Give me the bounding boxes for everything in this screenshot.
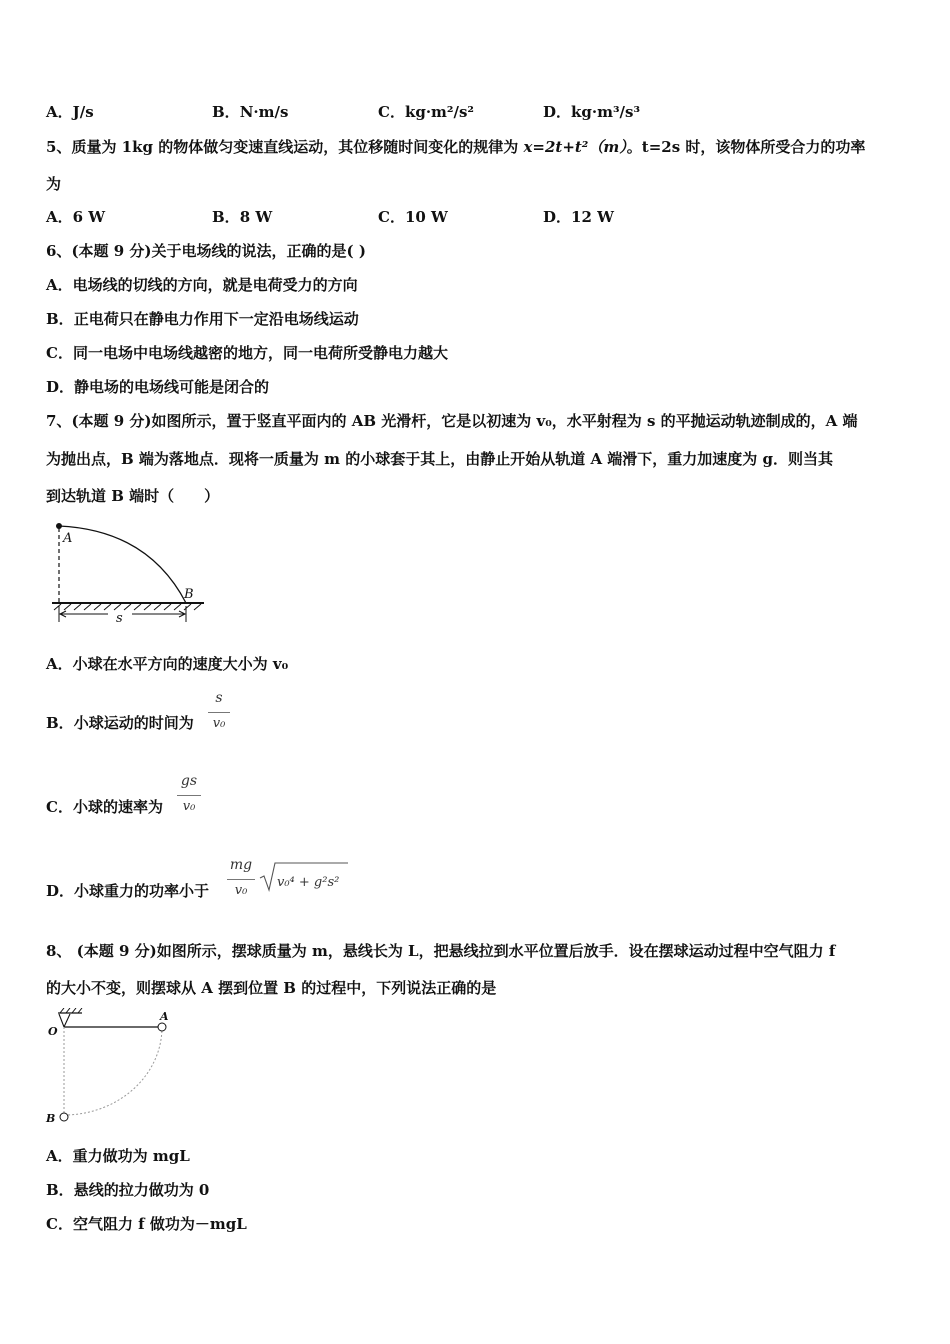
q7-option-b-fraction: s v₀ bbox=[208, 690, 230, 740]
q6-option-a: A．电场线的切线的方向，就是电荷受力的方向 bbox=[46, 276, 358, 294]
q5-option-b: B．8 W bbox=[212, 208, 273, 226]
label-b: B bbox=[184, 587, 194, 602]
q4-option-c: C．kg·m²/s² bbox=[378, 103, 474, 121]
q8-option-c: C．空气阻力 f 做功为－mgL bbox=[46, 1215, 247, 1233]
ground-hatching bbox=[54, 604, 201, 610]
label-a: A bbox=[63, 531, 73, 546]
q7-stem-line3: 到达轨道 B 端时（ ） bbox=[46, 487, 220, 505]
ball-b bbox=[60, 1113, 68, 1121]
label-o: O bbox=[48, 1025, 58, 1038]
q4-option-b: B．N·m/s bbox=[212, 103, 289, 121]
q7-stem-line1: 7、(本题 9 分)如图所示，置于竖直平面内的 AB 光滑杆，它是以初速为 v₀，水平射程为 s 的平抛运动轨迹制成的，A 端 bbox=[46, 412, 858, 430]
svg-text:v₀⁴ + g²s²: v₀⁴ + g²s² bbox=[277, 875, 340, 890]
q7-option-c-fraction: gs v₀ bbox=[177, 773, 201, 823]
ball-a bbox=[158, 1023, 166, 1031]
q7-option-b: B．小球运动的时间为 bbox=[46, 714, 194, 732]
q7-option-d-radical bbox=[258, 858, 350, 894]
q5-stem-cont: 为 bbox=[46, 175, 62, 193]
q8-stem-line1: 8、 (本题 9 分)如图所示，摆球质量为 m，悬线长为 L，把悬线拉到水平位置后放手．设在摆球运动过程中空气阻力 f bbox=[46, 942, 836, 960]
q8-option-a: A．重力做功为 mgL bbox=[46, 1147, 190, 1165]
q8-option-b: B．悬线的拉力做功为 0 bbox=[46, 1181, 210, 1199]
pivot-support bbox=[59, 1014, 70, 1027]
q6-option-d: D．静电场的电场线可能是闭合的 bbox=[46, 378, 270, 396]
q6-option-b: B．正电荷只在静电力作用下一定沿电场线运动 bbox=[46, 310, 359, 328]
trajectory-curve bbox=[59, 526, 186, 603]
q7-option-c: C．小球的速率为 bbox=[46, 798, 163, 816]
q8-pendulum-figure bbox=[44, 1008, 179, 1128]
q7-stem-line2: 为抛出点，B 端为落地点．现将一质量为 m 的小球套于其上，由静止开始从轨道 A 端滑下，重力加速度为 g．则当其 bbox=[46, 450, 834, 468]
q5-option-a: A．6 W bbox=[46, 208, 106, 226]
q8-stem-line2: 的大小不变，则摆球从 A 摆到位置 B 的过程中，下列说法正确的是 bbox=[46, 979, 497, 997]
q7-option-d-fraction: mg v₀ bbox=[227, 857, 255, 907]
q5-option-c: C．10 W bbox=[378, 208, 448, 226]
q5-stem: 5、质量为 1kg 的物体做匀变速直线运动，其位移随时间变化的规律为 x=2t+t²（m）。t=2s 时，该物体所受合力的功率 bbox=[46, 138, 866, 156]
swing-arc bbox=[64, 1027, 162, 1115]
q6-stem: 6、(本题 9 分)关于电场线的说法，正确的是( ) bbox=[46, 242, 366, 260]
label-b: B bbox=[46, 1112, 56, 1125]
label-a: A bbox=[160, 1010, 169, 1023]
label-s: s bbox=[116, 611, 123, 626]
q4-option-a: A．J/s bbox=[46, 103, 94, 121]
q7-trajectory-figure bbox=[46, 518, 211, 628]
q6-option-c: C．同一电场中电场线越密的地方，同一电荷所受静电力越大 bbox=[46, 344, 448, 362]
q5-option-d: D．12 W bbox=[543, 208, 614, 226]
q7-option-d: D．小球重力的功率小于 bbox=[46, 882, 210, 900]
q7-option-a: A．小球在水平方向的速度大小为 v₀ bbox=[46, 655, 289, 673]
q4-option-d: D．kg·m³/s³ bbox=[543, 103, 641, 121]
